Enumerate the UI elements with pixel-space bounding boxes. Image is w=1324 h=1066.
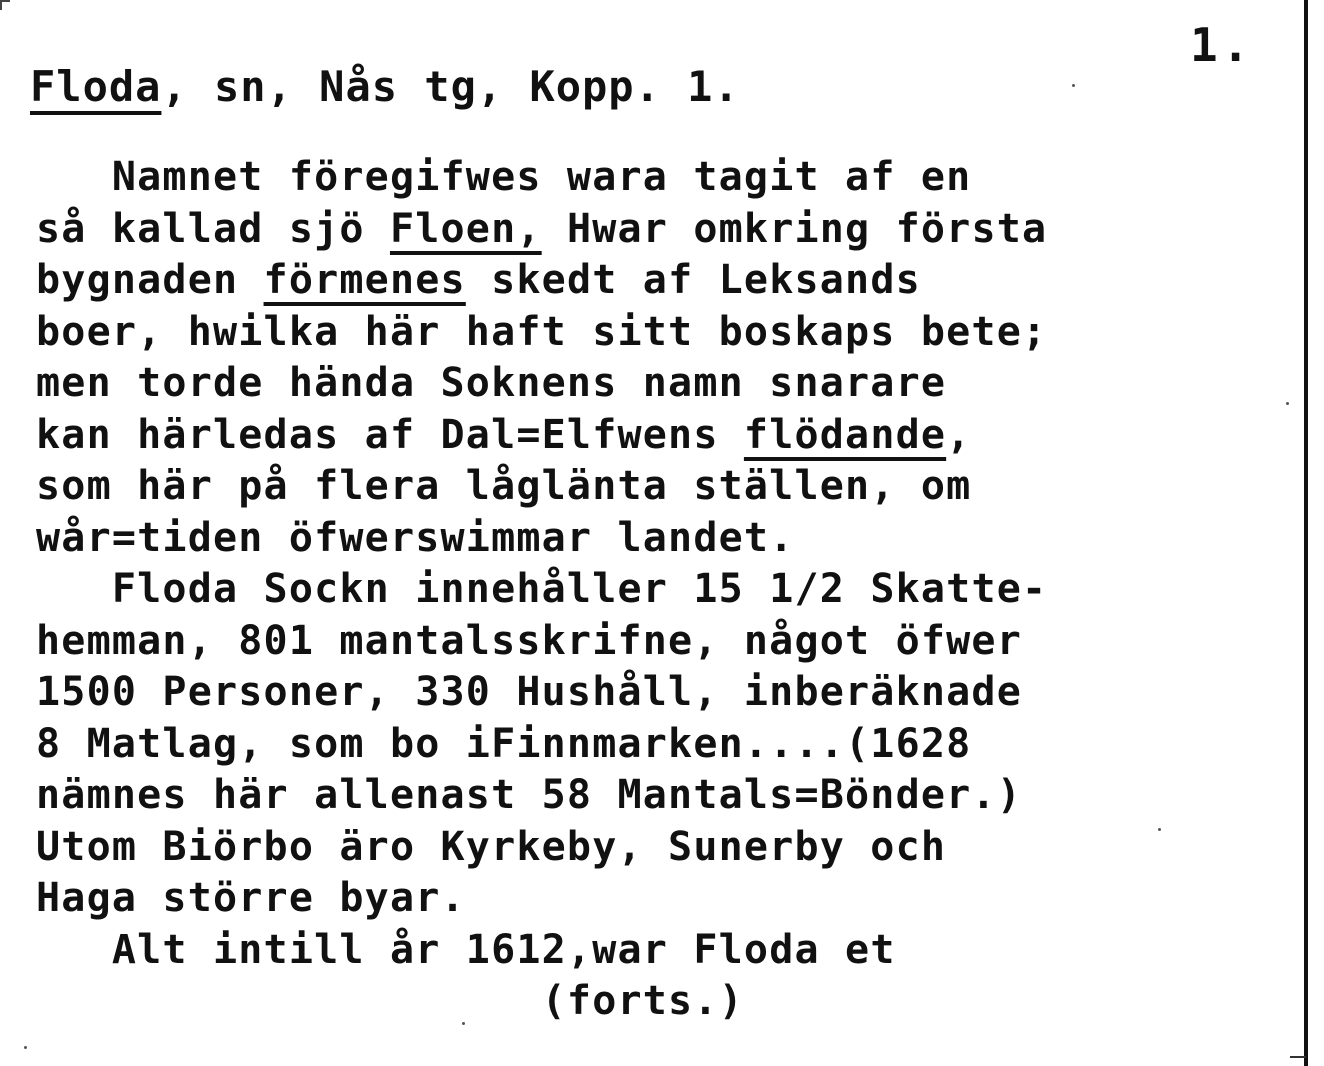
text-line <box>36 616 1286 668</box>
line-text: Floda Sockn innehåller 15 1/2 Skatte- <box>111 566 1048 612</box>
card-right-edge <box>1304 0 1308 1066</box>
card-body-text <box>36 152 1286 1028</box>
line-indent <box>36 154 112 200</box>
text-line <box>36 513 1286 565</box>
text-line <box>36 410 1286 462</box>
card-bottom-edge <box>1290 1056 1306 1058</box>
page-number: 1. <box>1190 18 1254 72</box>
underlined-word: Floen, <box>389 205 542 252</box>
line-text: 1500 Personer, 330 Hushåll, inberäknade <box>36 669 1022 715</box>
line-text: Haga större byar. <box>36 875 466 921</box>
line-text: som här på flera låglänta ställen, om <box>36 463 972 509</box>
line-text: skedt af Leksands <box>465 257 921 303</box>
text-line <box>36 822 1286 874</box>
text-line <box>36 873 1286 925</box>
text-line <box>36 770 1286 822</box>
line-text: bygnaden <box>36 257 264 303</box>
line-text: (forts.) <box>541 978 744 1024</box>
line-text: Namnet föregifwes wara tagit af en <box>111 154 972 200</box>
underlined-word: flödande <box>743 411 947 458</box>
text-line <box>36 976 1286 1028</box>
text-line <box>36 204 1286 256</box>
line-indent <box>36 927 112 973</box>
ink-speck <box>1072 84 1075 87</box>
line-text: 8 Matlag, som bo iFinnmarken....(1628 <box>36 720 972 767</box>
line-text: hemman, 801 mantalsskrifne, något öfwer <box>36 617 1022 664</box>
text-line <box>36 255 1286 307</box>
underlined-word: förmenes <box>263 257 466 303</box>
line-text: Alt intill år 1612,war Floda et <box>111 926 896 973</box>
line-indent <box>36 566 112 612</box>
text-line <box>36 358 1286 410</box>
line-text: , <box>946 411 972 458</box>
line-text: så kallad sjö <box>36 205 390 252</box>
ink-speck <box>1286 402 1289 405</box>
text-line <box>36 564 1286 616</box>
line-text: Hwar omkring första <box>541 205 1048 252</box>
line-text: boer, hwilka här haft sitt boskaps bete; <box>36 308 1048 355</box>
corner-mark <box>0 0 10 10</box>
card-heading <box>30 62 740 111</box>
text-line <box>36 719 1286 771</box>
text-line <box>36 667 1286 719</box>
parish-name: Floda <box>30 62 162 111</box>
text-line <box>36 925 1286 977</box>
line-text: nämnes här allenast 58 Mantals=Bönder.) <box>36 772 1022 818</box>
text-line <box>36 152 1286 204</box>
ink-speck <box>24 1046 27 1049</box>
line-text: wår=tiden öfwerswimmar landet. <box>36 514 795 561</box>
line-text: Utom Biörbo äro Kyrkeby, Sunerby och <box>36 823 947 870</box>
heading-details: , sn, Nås tg, Kopp. 1. <box>161 62 740 111</box>
text-line <box>36 307 1286 359</box>
line-text: men torde hända Soknens namn snarare <box>36 360 947 406</box>
line-text: kan härledas af Dal=Elfwens <box>36 411 744 458</box>
line-indent <box>36 978 542 1024</box>
text-line <box>36 461 1286 513</box>
